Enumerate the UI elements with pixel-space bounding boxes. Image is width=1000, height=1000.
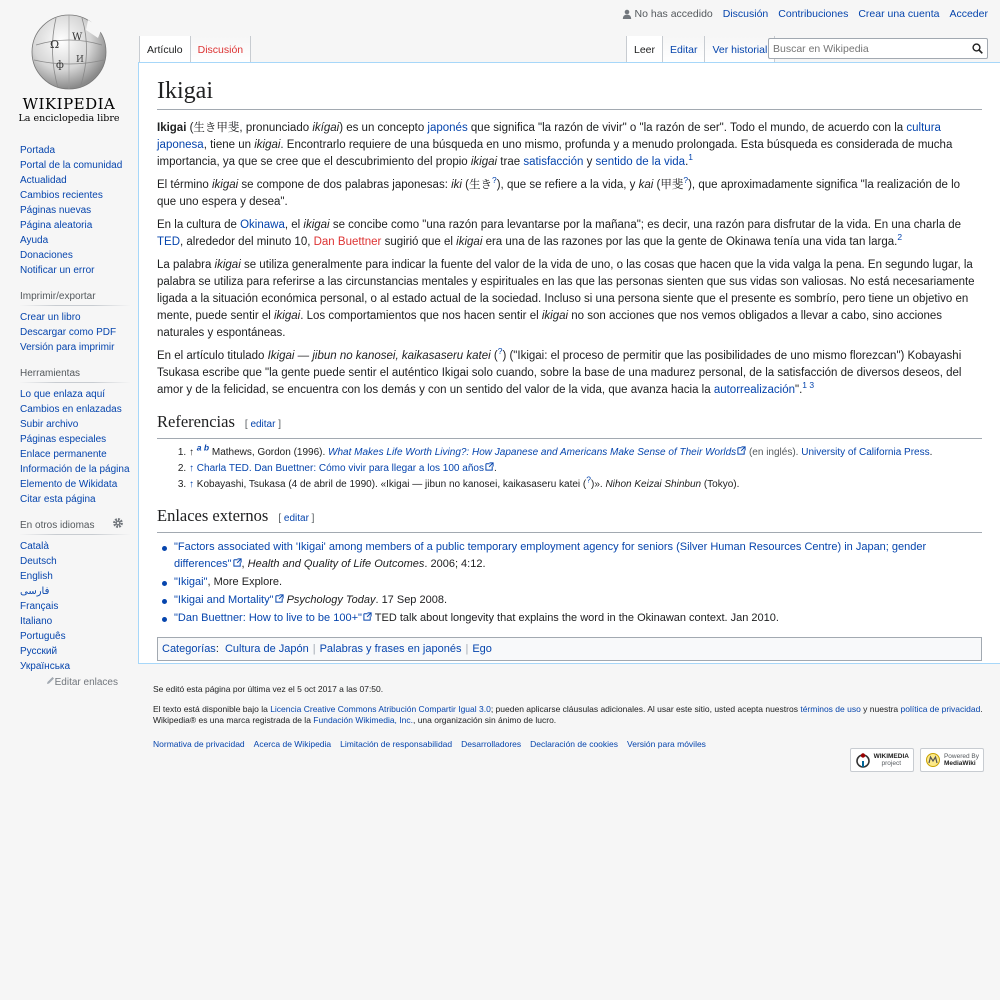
paragraph-4 [157,257,982,342]
text: (甲斐 [653,179,684,191]
text: TED talk about longevity that explains the word in the Okinawan context. Jan 2010. [371,612,779,624]
reference-item [189,474,982,493]
footer-mobile-view-link[interactable]: Versión para móviles [627,738,706,749]
sidebar-item-help[interactable]: Ayuda [20,235,49,246]
external-link[interactable]: "Factors associated with 'Ikigai' among members of a public temporary employment agency for seniors (Silver Human Resources Centre) in Japan; gender differences" [174,541,927,570]
text: se compone de dos palabras japonesas: [238,179,452,191]
text: ikigai [541,310,569,322]
link-sentido-de-la-vida[interactable]: sentido de la vida [595,156,686,168]
external-link[interactable]: "Ikigai and Mortality" [174,594,274,606]
license-info [153,704,983,716]
link-autorrealizacion[interactable]: autorrealización [713,384,795,396]
external-link-item [174,592,982,609]
text: ikigai [254,139,281,151]
text: . 2006; 4:12. [424,558,486,570]
paragraph-1 [157,120,982,171]
sidebar-item-download-pdf[interactable]: Descargar como PDF [20,327,117,338]
text: (Tokyo). [701,479,740,490]
external-link-icon [737,446,746,455]
privacy-policy-link[interactable]: política de privacidad [900,703,981,714]
text: (生き [461,179,492,191]
personal-tools [622,8,988,20]
bold-term: Ikigai [157,122,187,134]
text: El texto está disponible bajo la [153,703,271,714]
text: ikigai [470,156,498,168]
sidebar-item-related-changes[interactable]: Cambios en enlazadas [20,404,122,415]
footer-about-link[interactable]: Acerca de Wikipedia [253,738,332,749]
link-satisfaccion[interactable]: satisfacción [523,156,584,168]
external-link-item [174,539,982,573]
sidebar-item-create-book[interactable]: Crear un libro [20,312,81,323]
lang-link-italian[interactable]: Italiano [20,616,53,627]
sidebar-item-what-links-here[interactable]: Lo que enlaza aquí [20,389,106,400]
text: ". [795,384,803,396]
footer-privacy-link[interactable]: Normativa de privacidad [153,738,245,749]
reference-title-link[interactable]: What Makes Life Worth Living?: How Japanese and Americans Make Sense of Their Worlds [328,447,737,458]
pronunciation-help-link[interactable]: ? [491,175,497,186]
tab-article[interactable]: Artículo [139,36,191,62]
text: , el [284,219,304,231]
link-dan-buettner[interactable]: Dan Buettner [313,236,382,248]
text: . [980,703,983,714]
external-link[interactable]: "Ikigai" [174,576,208,588]
category-link[interactable]: Palabras y frases en japonés [319,643,462,655]
backref-link[interactable]: b [203,442,210,453]
external-link-icon [363,612,372,621]
section-edit: [ editar ] [278,513,315,524]
sidebar-item-recent-changes[interactable]: Cambios recientes [20,190,103,201]
footer-cookie-statement-link[interactable]: Declaración de cookies [530,738,619,749]
pencil-icon [46,676,55,685]
mediawiki-badge[interactable] [920,748,984,772]
text: ikigai [456,236,483,248]
external-links-list [157,539,982,627]
text: En el artículo titulado [157,350,268,362]
edit-links-label: Editar enlaces [54,677,118,688]
text: ikigai [303,219,330,231]
references-heading [157,411,982,439]
lang-link-german[interactable]: Deutsch [20,556,57,567]
reference-title-link[interactable]: Charla TED. Dan Buettner: Cómo vivir para llegar a los 100 años [196,463,484,474]
gear-icon [112,517,124,529]
footer-disclaimer-link[interactable]: Limitación de responsabilidad [340,738,453,749]
search-icon [972,43,983,54]
badge-text: MediaWiki [943,760,976,767]
edit-references-link[interactable]: editar [250,419,276,430]
categories-label-link[interactable]: Categorías [162,643,216,655]
lang-link-russian[interactable]: Русский [20,646,58,657]
text: era una de las razones por las que la gente de Okinawa tenía una vida tan larga. [482,236,898,248]
search-button[interactable] [967,39,987,58]
search-input[interactable] [769,39,967,58]
footer-icons [850,748,984,772]
sidebar-item-report-error[interactable]: Notificar un error [20,265,95,276]
lang-link-portuguese[interactable]: Português [20,631,66,642]
wikipedia-logo[interactable] [18,10,120,122]
svg-text:Ω: Ω [50,38,60,51]
references-list [157,442,982,493]
lang-link-french[interactable]: Français [20,601,59,612]
separator: | [465,643,469,655]
article-content [138,62,1000,664]
sidebar-item-current-events[interactable]: Actualidad [20,175,67,186]
view-tabs [626,36,775,62]
page-title: Ikigai [157,77,982,110]
text: ikigai [211,179,239,191]
external-link[interactable]: "Dan Buettner: How to live to be 100+" [174,612,362,624]
anon-status [622,8,713,20]
languages-heading [20,520,130,535]
citation-link[interactable]: 1 [802,380,808,391]
sidebar-item-upload-file[interactable]: Subir archivo [20,419,79,430]
text: , una organización sin ánimo de lucro. [412,715,557,725]
text: . Los comportamientos que nos hacen sentir el [300,310,542,322]
lang-link-persian[interactable]: فارسی [20,586,50,597]
lang-link-ukrainian[interactable]: Українська [20,661,71,672]
link-ted[interactable]: TED [157,236,180,248]
text: Health and Quality of Life Outcomes [247,558,425,570]
badge-text: WIKIMEDIA [873,753,909,760]
tab-history[interactable]: Ver historial [705,36,775,62]
external-link-icon [233,558,242,567]
text: Kobayashi, Tsukasa (4 de abril de 1990). «Ikigai — jibun no kanosei, kaikasaseru katei ( [194,479,587,490]
lang-link-english[interactable]: English [20,571,53,582]
text: trae [497,156,524,168]
svg-text:И: И [76,55,84,65]
text: En la cultura de [157,219,241,231]
sidebar [20,145,130,702]
tab-talk[interactable]: Discusión [191,36,252,62]
wikimedia-logo-icon [855,752,871,768]
category-link[interactable]: Ego [472,643,492,655]
text: La palabra [157,259,215,271]
navigation-portal [20,145,130,277]
text: )». [591,479,606,490]
footer-developers-link[interactable]: Desarrolladores [461,738,522,749]
logo-wordmark: WIKIPEDIA [22,95,116,113]
login-link[interactable]: Acceder [949,8,988,20]
text: ( [490,350,498,362]
namespace-tabs [139,36,251,62]
text: que significa "la razón de vivir" o "la razón de ser". Todo el mundo, de acuerdo con la [467,122,907,134]
reference-item [189,442,982,461]
text: y [583,156,596,168]
text: ikigai [274,310,301,322]
sidebar-item-permanent-link[interactable]: Enlace permanente [20,449,107,460]
sidebar-item-special-pages[interactable]: Páginas especiales [20,434,107,445]
text: El término [157,179,212,191]
sidebar-item-community-portal[interactable]: Portal de la comunidad [20,160,123,171]
text: no son acciones que nos vemos obligados a llevar a cabo, sino acciones naturales y espontáneas. [157,310,943,339]
sidebar-item-page-info[interactable]: Información de la página [20,464,130,475]
badge-text: project [881,760,902,767]
text: (生き甲斐, pronunciado [186,122,313,134]
text: . Encontrarlo requiere de una búsqueda en uno mismo, profunda y a menudo prolongada. Esta búsqueda es considerada de mucha importancia, ya que se cree que el descubrimiento del propio [157,139,953,168]
text: . [929,447,933,458]
link-cultura-japonesa[interactable]: cultura japonesa [157,122,941,151]
text: ), que se refiere a la vida, y [496,179,639,191]
text: . [685,156,689,168]
sidebar-item-main-page[interactable]: Portada [20,145,56,156]
text: sugirió que el [381,236,457,248]
svg-text:W: W [72,32,83,43]
sidebar-item-new-pages[interactable]: Páginas nuevas [20,205,92,216]
user-icon [622,9,632,19]
link-okinawa[interactable]: Okinawa [240,219,285,231]
backref-arrow: ↑ [189,447,194,458]
text: se utiliza generalmente para indicar la fuente del valor de la vida de uno, o las cosas que hacen que la vida valga la pena. En segundo lugar, la palabra se utiliza para referirse a las circunstancias mentales y espirituales en las que las personas sienten que sus vidas son valiosas. No está necesariamente ligada a la situación económica personal, o al estado actual de la sociedad. Incluso si una persona siente que el presente es sombrío, pero tiene un objetivo en mente, puede sentir el [157,259,975,322]
footer [153,684,983,750]
text: , [241,558,248,570]
text: Nihon Keizai Shinbun [605,479,702,490]
text: y nuestra [860,703,901,714]
language-settings-button[interactable] [112,517,124,532]
text: ; pueden aplicarse cláusulas adicionales. Al usar este sitio, usted acepta nuestros [490,703,801,714]
sidebar-item-random-page[interactable]: Página aleatoria [20,220,93,231]
text: . 17 Sep 2008. [375,594,448,606]
category-link[interactable]: Cultura de Japón [224,643,309,655]
text: , tiene un [203,139,255,151]
search-box [768,38,988,59]
pronunciation-help-link[interactable]: ? [497,346,503,357]
print-export-heading: Imprimir/exportar [20,291,130,306]
pronunciation-help-link[interactable]: ? [586,474,591,485]
separator: | [312,643,316,655]
text: ), que aproximadamente significa "la realización de lo que uno espera y desea". [157,179,961,208]
link-japones[interactable]: japonés [427,122,468,134]
wikimedia-project-badge[interactable] [850,748,914,772]
badge-text: Powered By [943,753,979,760]
sidebar-item-cite-page[interactable]: Citar esta página [20,494,96,505]
text: ikigai [214,259,241,271]
text: , alrededor del minuto 10, [180,236,314,248]
sidebar-item-printable-version[interactable]: Versión para imprimir [20,342,115,353]
text: . [493,463,497,474]
last-edit-info: Se editó esta página por última vez el 5 oct 2017 a las 07:50. [153,684,384,694]
sidebar-item-wikidata-item[interactable]: Elemento de Wikidata [20,479,118,490]
external-link-item [174,574,982,591]
languages-heading-label: En otros idiomas [20,520,95,531]
paragraph-3 [157,217,982,251]
text: ) es un concepto [339,122,428,134]
tools-heading: Herramientas [20,368,130,383]
text: ) ("Ikigai: el proceso de permitir que las posibilidades de uno mismo florezcan") Kobayashi Tsukasa escribe que "la gente puede sentir el auténtico Ikigai solo cuando, sobre la base de una madurez personal, de la satisfacción de diversos deseos, del amor y de la felicidad, se encuentra con los demás y con un sentido del valor de la vida, que avanza hacia la [157,350,962,396]
section-edit: [ editar ] [244,419,282,430]
edit-links-button[interactable] [20,676,130,688]
citation-link[interactable]: 1 [688,152,693,163]
tab-edit[interactable]: Editar [663,36,705,62]
create-account-link[interactable]: Crear una cuenta [858,8,940,20]
license-link[interactable]: Licencia Creative Commons Atribución Compartir Igual 3.0 [270,703,491,714]
mediawiki-logo-icon [925,752,941,768]
category-links: Categorías: Cultura de Japón | Palabras y frases en japonés | Ego [157,637,982,661]
paragraph-5 [157,348,982,399]
personal-contributions-link[interactable]: Contribuciones [778,8,849,20]
wikimedia-foundation-link[interactable]: Fundación Wikimedia, Inc. [313,715,413,725]
anon-label: No has accedido [634,8,713,20]
external-link-item [174,610,982,627]
text: kai [638,179,654,191]
tab-read[interactable]: Leer [626,36,663,62]
edit-external-links-link[interactable]: editar [283,513,309,524]
backref-link[interactable]: ↑ [189,479,194,490]
backref-link[interactable]: a [196,442,202,453]
paragraph-2 [157,177,982,211]
languages-portal [20,520,130,688]
backref-link[interactable]: ↑ [189,463,194,474]
text: iki [451,179,462,191]
text: (en inglés). [746,447,802,458]
pronunciation-help-link[interactable]: ? [683,175,689,186]
text: Mathews, Gordon (1996). [209,447,329,458]
text: , More Explore. [207,576,283,588]
text: Wikipedia® es una marca registrada de la [153,715,314,725]
external-link-icon [485,462,494,471]
puzzle-globe-icon [28,10,110,92]
external-link-icon [275,594,284,603]
svg-text:ф: ф [56,60,64,71]
sidebar-item-donations[interactable]: Donaciones [20,250,73,261]
external-links-heading-label: Enlaces externos [157,506,269,525]
terms-link[interactable]: términos de uso [800,703,861,714]
logo-tagline: La enciclopedia libre [18,113,120,124]
publisher-link[interactable]: University of California Press [801,447,930,458]
references-heading-label: Referencias [157,412,235,431]
citation-link[interactable]: 3 [809,380,815,391]
tools-portal [20,368,130,506]
lang-link-catalan[interactable]: Català [20,541,49,552]
personal-talk-link[interactable]: Discusión [722,8,769,20]
citation-link[interactable]: 2 [897,232,903,243]
print-export-portal [20,291,130,354]
trademark-info [153,715,983,727]
text: ikígai [312,122,340,134]
text: se concibe como "una razón para levantarse por la mañana"; es decir, una razón para disfrutar de la vida. En una charla de [329,219,962,231]
external-links-heading [157,505,982,533]
text: Ikigai — jibun no kanosei, kaikasaseru katei [267,350,491,362]
text: Psychology Today [283,594,376,606]
